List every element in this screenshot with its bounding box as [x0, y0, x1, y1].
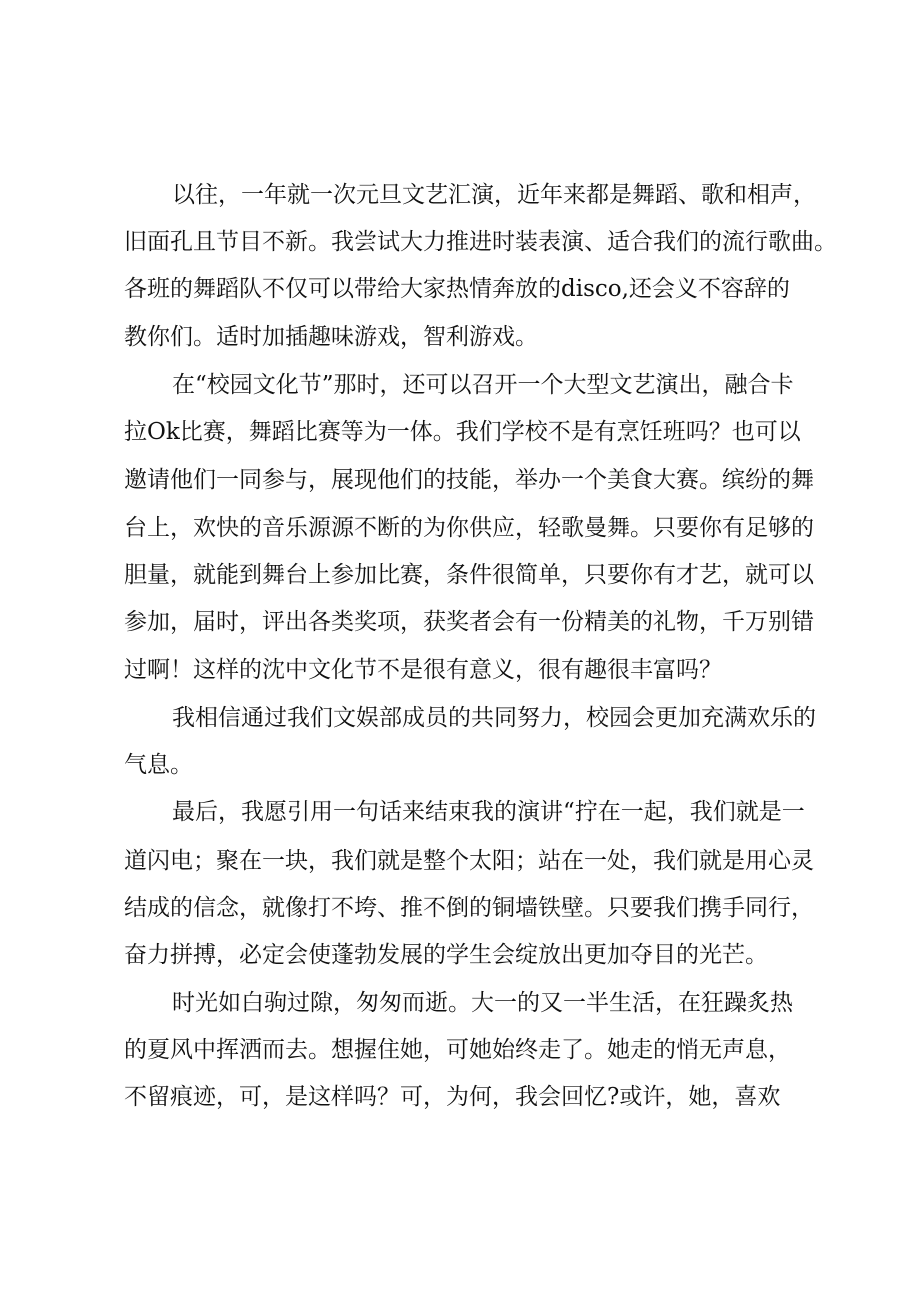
- paragraph-1-line-4: 教你们。适时加插趣味游戏，智利游戏。: [124, 324, 538, 350]
- paragraph-3-line-1: 我相信通过我们文娱部成员的共同努力，校园会更加充满欢乐的: [172, 705, 816, 731]
- paragraph-4-line-3: 结成的信念，就像打不垮、推不倒的铜墙铁壁。只要我们携手同行，: [124, 895, 814, 921]
- paragraph-4-line-2: 道闪电；聚在一块，我们就是整个太阳；站在一处，我们就是用心灵: [124, 848, 814, 874]
- paragraph-2-line-7: 过啊！这样的沈中文化节不是很有意义，很有趣很丰富吗？: [124, 657, 722, 683]
- paragraph-1-line-1: 以往，一年就一次元旦文艺汇演，近年来都是舞蹈、歌和相声，: [172, 182, 816, 208]
- paragraph-1-line-2: 旧面孔且节目不新。我尝试大力推进时装表演、适合我们的流行歌曲。: [124, 229, 837, 255]
- paragraph-2-line-4: 台上，欢快的音乐源源不断的为你供应，轻歌曼舞。只要你有足够的: [124, 515, 814, 541]
- paragraph-5-line-1: 时光如白驹过隙，匆匆而逝。大一的又一半生活，在狂躁炙热: [172, 990, 793, 1016]
- paragraph-3-line-2: 气息。: [124, 752, 193, 778]
- paragraph-2-line-5: 胆量，就能到舞台上参加比赛，条件很简单，只要你有才艺，就可以: [124, 562, 814, 588]
- paragraph-2-line-3: 邀请他们一同参与，展现他们的技能，举办一个美食大赛。缤纷的舞: [124, 467, 814, 493]
- paragraph-5-line-2: 的夏风中挥洒而去。想握住她，可她始终走了。她走的悄无声息，: [124, 1037, 791, 1063]
- paragraph-2-line-1: 在“校园文化节”那时，还可以召开一个大型文艺演出，融合卡: [172, 372, 794, 398]
- paragraph-2-line-2: 拉Ok比赛，舞蹈比赛等为一体。我们学校不是有烹饪班吗？也可以: [124, 419, 801, 445]
- paragraph-4-line-4: 奋力拼搏，必定会使蓬勃发展的学生会绽放出更加夺目的光芒。: [124, 942, 768, 968]
- paragraph-4-line-1: 最后，我愿引用一句话来结束我的演讲“拧在一起，我们就是一: [172, 799, 805, 825]
- paragraph-5-line-3: 不留痕迹，可，是这样吗？可，为何，我会回忆?或许，她，喜欢: [124, 1084, 781, 1110]
- paragraph-1-line-3: 各班的舞蹈队不仅可以带给大家热情奔放的disco,还会义不容辞的: [124, 276, 790, 302]
- paragraph-2-line-6: 参加，届时，评出各类奖项，获奖者会有一份精美的礼物，千万别错: [124, 609, 814, 635]
